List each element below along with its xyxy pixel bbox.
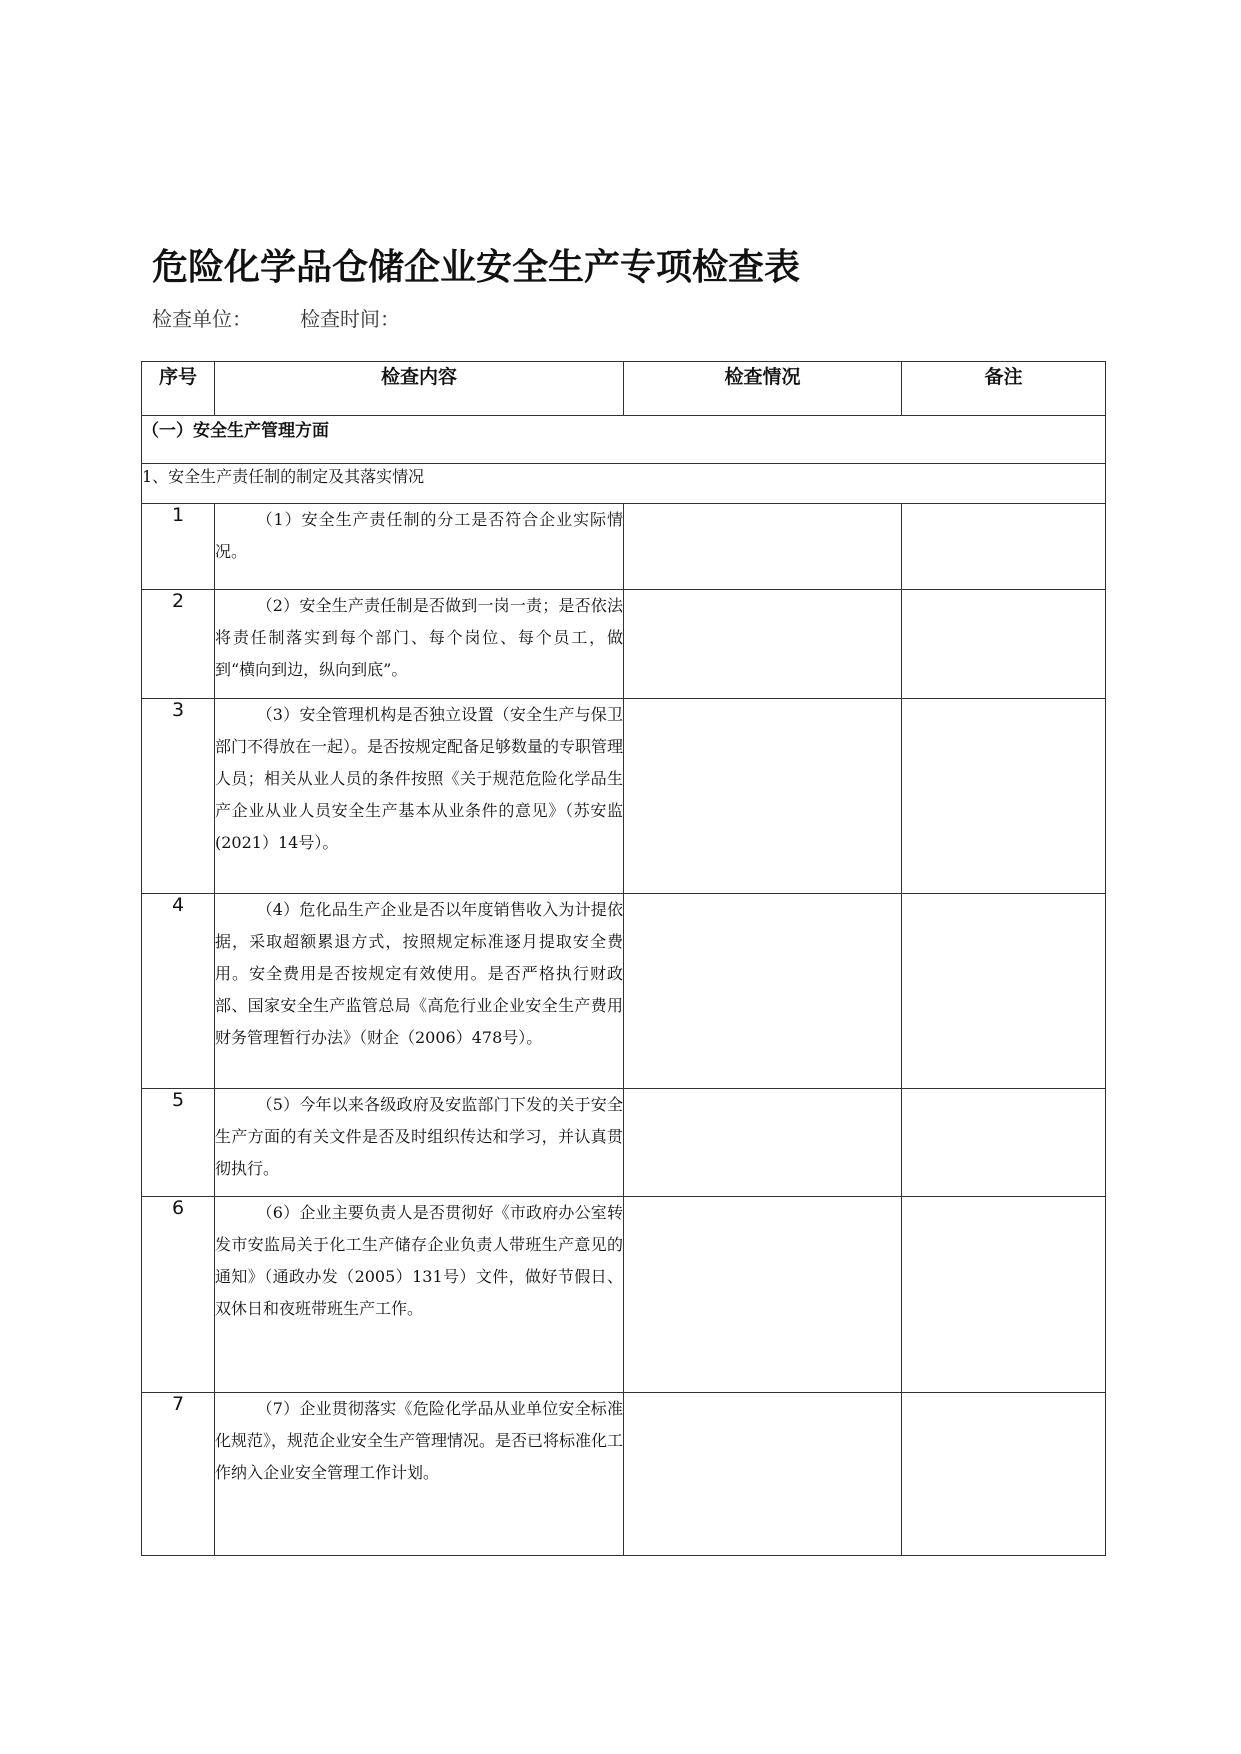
header-remarks: 备注: [902, 362, 1106, 416]
row-content: [215, 1197, 624, 1393]
subsection-title: 1、安全生产责任制的制定及其落实情况: [142, 464, 1106, 504]
document-title: 危险化学品仓储企业安全生产专项检查表: [152, 247, 801, 288]
row-content-text: （1）安全生产责任制的分工是否符合企业实际情况。: [215, 510, 623, 561]
row-content-text: （7）企业贯彻落实《危险化学品从业单位安全标准化规范》，规范企业安全生产管理情况。是否已将标准化工作纳入企业安全管理工作计划。: [215, 1399, 624, 1482]
inspection-unit-label: 检查单位：: [152, 307, 252, 331]
row-remarks-cell[interactable]: [902, 894, 1106, 1089]
row-number: 5: [142, 1089, 215, 1197]
row-status-cell[interactable]: [624, 699, 902, 894]
table-header-row: [142, 362, 1106, 416]
header-status: 检查情况: [624, 362, 902, 416]
row-remarks-cell[interactable]: [902, 1393, 1106, 1556]
row-status-cell[interactable]: [624, 504, 902, 590]
row-remarks-cell[interactable]: [902, 504, 1106, 590]
row-content-text: （4）危化品生产企业是否以年度销售收入为计提依据，采取超额累退方式，按照规定标准逐月提取安全费用。安全费用是否按规定有效使用。是否严格执行财政部、国家安全生产监管总局《高危行业企业安全生产费用财务管理暂行办法》（财企（2006）478号）。: [215, 900, 623, 1047]
row-content: [215, 1089, 624, 1197]
inspection-meta: [152, 305, 400, 333]
row-number: 6: [142, 1197, 215, 1393]
table-row: [142, 1089, 1106, 1197]
inspection-table: [141, 361, 1106, 1556]
row-number: 2: [142, 590, 215, 699]
inspection-time-label: 检查时间：: [300, 307, 400, 331]
row-number: 7: [142, 1393, 215, 1556]
table-row: [142, 1197, 1106, 1393]
row-status-cell[interactable]: [624, 1089, 902, 1197]
subsection-row: [142, 464, 1106, 504]
row-number: 1: [142, 504, 215, 590]
header-no: 序号: [142, 362, 215, 416]
row-remarks-cell[interactable]: [902, 590, 1106, 699]
row-number: 3: [142, 699, 215, 894]
row-status-cell[interactable]: [624, 1197, 902, 1393]
row-content-text: （5）今年以来各级政府及安监部门下发的关于安全生产方面的有关文件是否及时组织传达和学习，并认真贯彻执行。: [215, 1095, 623, 1178]
table-row: [142, 504, 1106, 590]
table-row: [142, 699, 1106, 894]
section-row: [142, 416, 1106, 464]
row-remarks-cell[interactable]: [902, 1089, 1106, 1197]
row-content: [215, 1393, 624, 1556]
table-row: [142, 894, 1106, 1089]
row-content: [215, 504, 624, 590]
row-content: [215, 894, 624, 1089]
section-title: （一）安全生产管理方面: [142, 416, 1106, 464]
row-status-cell[interactable]: [624, 1393, 902, 1556]
row-content-text: （3）安全管理机构是否独立设置（安全生产与保卫部门不得放在一起）。是否按规定配备足够数量的专职管理人员；相关从业人员的条件按照《关于规范危险化学品生产企业从业人员安全生产基本从业条件的意见》（苏安监(2021）14号）。: [215, 705, 624, 852]
row-content-text: （6）企业主要负责人是否贯彻好《市政府办公室转发市安监局关于化工生产储存企业负责人带班生产意见的通知》（通政办发（2005）131号）文件，做好节假日、双休日和夜班带班生产工作。: [215, 1203, 623, 1318]
row-content: [215, 699, 624, 894]
row-remarks-cell[interactable]: [902, 1197, 1106, 1393]
row-content: [215, 590, 624, 699]
row-remarks-cell[interactable]: [902, 699, 1106, 894]
row-status-cell[interactable]: [624, 590, 902, 699]
table-row: [142, 1393, 1106, 1556]
row-number: 4: [142, 894, 215, 1089]
header-content: 检查内容: [215, 362, 624, 416]
row-content-text: （2）安全生产责任制是否做到一岗一责；是否依法将责任制落实到每个部门、每个岗位、每个员工，做到“横向到边，纵向到底”。: [215, 596, 623, 679]
table-row: [142, 590, 1106, 699]
row-status-cell[interactable]: [624, 894, 902, 1089]
